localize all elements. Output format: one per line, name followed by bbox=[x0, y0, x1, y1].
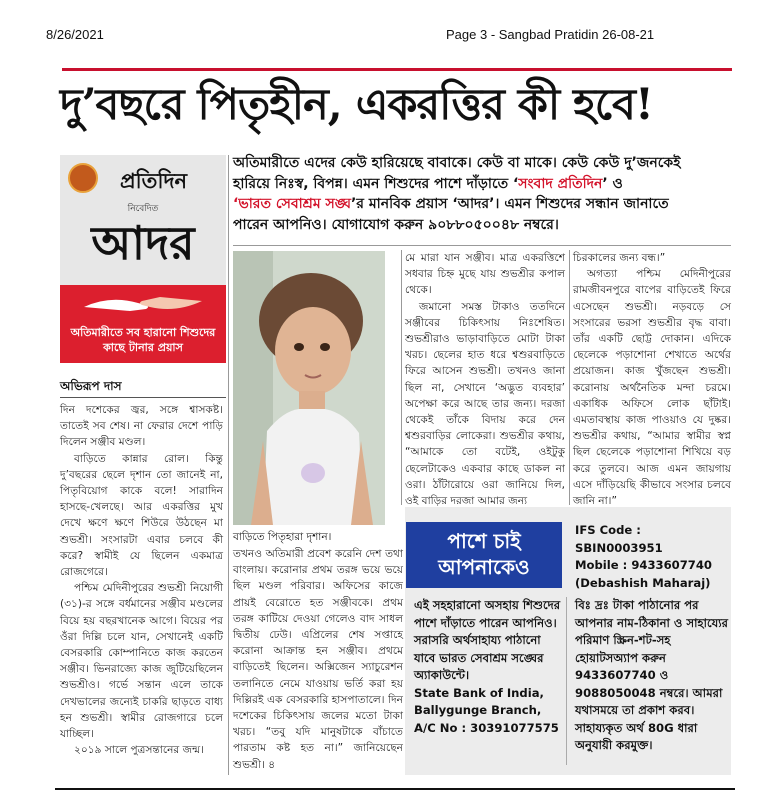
seal-icon bbox=[68, 163, 98, 193]
intro-divider bbox=[233, 245, 731, 246]
article-column-4 bbox=[573, 250, 731, 509]
logo-red-band bbox=[60, 285, 226, 363]
column-divider bbox=[569, 250, 570, 505]
bank-details bbox=[414, 597, 564, 737]
callout-line: আপনাকেও bbox=[438, 555, 530, 579]
article-column-2 bbox=[233, 546, 403, 773]
contact-details bbox=[575, 522, 731, 592]
paragraph: দিন দশেকের জ্বর, সঙ্গে শ্বাসকষ্ট। তাতেই সব শেষ। না ফেরার দেশে পাড়ি দিলেন সঞ্জীব মণ্ডল। bbox=[60, 404, 223, 449]
logo-presents: নিবেদিত bbox=[127, 204, 159, 214]
paragraph: মে মারা যান সঞ্জীব। মাত্র একরত্তিশে সধবার চিহ্ন মুছে যায় শুভশ্রীর কপাল থেকে। bbox=[405, 252, 565, 297]
panel-divider bbox=[566, 597, 567, 765]
logo-campaign-name: আদর bbox=[91, 216, 195, 270]
paragraph: তখনও অতিমারী প্রবেশ করেনি দেশ তথা বাংলায়। করোনার প্রথম তরঙ্গ ভয়ে ভয়ে ছিল মণ্ডল পরিবার। অফিসের কাজে প্রায়ই বেরোতে হত সঞ্জীবকে। প্রথম তরঙ্গ কাটিয়ে দেওয়া গেলেও বাদ সাধল দ্বিতীয় ঢেউ। এপ্রিলের শেষ সপ্তাহে করোনা আক্রান্ত হন সঞ্জীব। প্রথমে বাড়িতেই ছিলেন। অক্সিজেন স্যাচুরেশন তলানিতে নেমে যাওয়ায় ভর্তি করা হয় দিল্লিরই এক বেসরকারি হাসপাতালে। দিন দশেকের চিকিৎসায় জলের মতো টাকা খরচ। “তবু যদি মানুষটাকে বাঁচাতে পারতাম কষ্ট হত না।” জানিয়েছেন শুভশ্রী। ৪ bbox=[233, 548, 403, 771]
byline-rule bbox=[60, 397, 226, 398]
intro-line: পারেন আপনিও। যোগাযোগ করুন ৯০৮৮০৫০০৪৮ নম্বরে। bbox=[233, 216, 559, 233]
intro-text bbox=[233, 153, 731, 235]
page-info: Page 3 - Sangbad Pratidin 26-08-21 bbox=[446, 27, 655, 42]
intro-highlight: সংবাদ প্রতিদিন bbox=[518, 175, 603, 192]
article-column-3 bbox=[405, 250, 565, 509]
donation-callout bbox=[406, 522, 562, 588]
campaign-logo bbox=[60, 155, 226, 363]
logo-caption: অতিমারীতে সব হারানো শিশুদের কাছে টানার প্রয়াস bbox=[70, 326, 216, 354]
intro-line-part: ’ ও bbox=[602, 175, 623, 192]
column-divider bbox=[228, 155, 229, 775]
donation-note: বিঃ দ্রঃ টাকা পাঠানোর পর আপনার নাম-ঠিকানা ও সাহায্যের পরিমাণ স্ক্রিন-শট-সহ হোয়াটসঅ্যাপ করুন 9433607740 ও 9088050048 নম্বরে। আমরা যথাসময়ে তা প্রকাশ করব। সাহায্যকৃত অর্থ 80G ধারা অনুযায়ী করমুক্ত। bbox=[575, 598, 729, 752]
paragraph: চিরকালের জন্য বন্ধ।” bbox=[573, 252, 666, 264]
ifsc-code: IFS Code : SBIN0003951 bbox=[575, 523, 663, 555]
intro-line-part: হারিয়ে নিঃস্ব, বিপন্ন। এমন শিশুদের পাশে দাঁড়াতে ‘ bbox=[233, 175, 519, 192]
mobile-number: Mobile : 9433607740 bbox=[575, 558, 712, 572]
pratidin-logo-text: প্রতিদিন bbox=[120, 169, 188, 193]
intro-line-part: ’র মানবিক প্রয়াস ‘আদর’। এমন শিশুদের সন্ধান জানাতে bbox=[350, 196, 669, 212]
pratidin-logo bbox=[120, 165, 187, 200]
column-divider bbox=[401, 250, 402, 505]
paragraph: জমানো সমস্ত টাকাও ততদিনে সঞ্জীবের চিকিৎসায় নিঃশেষিত। শুভশ্রীরাও ভাড়াবাড়িতে মোটা টাকা খরচ। ছেলের হাত ধরে শ্বশুরবাড়িতে ফিরে আসেন শুভশ্রী। তখনও জানা ছিল না, সেখানে ‘অদ্ভুত ব্যবহার’ অপেক্ষা করে আছে তার জন্য। দরজা থেকেই তাঁকে বিদায় করে দেন শ্বশুরবাড়ির লোকেরা। শুভশ্রীর কথায়, “আমাকে তো বটেই, ওইটুকু ছেলেটাকেও একবার কাছে ডাকল না ওরা। ঠাঁটারোয়ে ওরা জানিয়ে দিল, ওই বাড়ির দরজা আমার জন্য bbox=[405, 300, 565, 508]
byline: অভিরূপ দাস bbox=[60, 379, 122, 393]
paragraph: পশ্চিম মেদিনীপুরের শুভশ্রী নিয়োগী (৩১)-র সঙ্গে বর্ধমানের সঞ্জীব মণ্ডলের বিয়ে হয় বছরখানেক আগে। বিয়ের পর ওঁরা দিল্লি চলে যান, সেখানেই একটি বেসরকারি কোম্পানিতে কাজ করতেন সঞ্জীব। ভিনরাজ্যে কাজ জুটিয়েছিলেন শুভশ্রীও। গর্ভে সন্তান এলে তাকে দেখভালের জন্যেই চাকরি ছাড়তে বাধ্য হন শুভশ্রী। স্বামীর রোজগারে চলে যাচ্ছিল। bbox=[60, 582, 223, 741]
paragraph: ২০১৯ সালে পুত্রসন্তানের জন্ম। bbox=[74, 744, 204, 757]
child-photo-illustration bbox=[233, 251, 385, 525]
headline: দু’বছরে পিতৃহীন, একরত্তির কী হবে! bbox=[60, 80, 653, 130]
intro-highlight: ‘ভারত সেবাশ্রম সঙ্ঘ bbox=[233, 196, 351, 212]
callout-line: পাশে চাই bbox=[447, 529, 521, 553]
paragraph: অগত্যা পশ্চিম মেদিনীপুরের রামজীবনপুরে বাপের বাড়িতেই ফিরে এসেছেন শুভশ্রী। নড়বড়ে সে সংসারের ভরসা শুভশ্রীর বৃদ্ধ বাবা। তাঁর একটি ছোট্ট দোকান। এদিকে ছেলেকে পড়াশোনা শেখাতে অর্থের প্রয়োজন। কাজ খুঁজছেন শুভশ্রী। করোনায় অর্থনৈতিক মন্দা চরমে। একাধিক অফিসে লোক ছাঁটাই। এমতাবস্থায় কাজ পাওয়াও যে দুষ্কর। শুভশ্রীর কথায়, “আমার স্বামীর স্বপ্ন ছিল ছেলেকে পড়াশোনা শিখিয়ে বড় করে তুলবে। আজ এমন জায়গায় এসে দাঁড়িয়েছি কীভাবে সংসার চলবে জানি না।” bbox=[573, 268, 731, 508]
intro-line bbox=[233, 174, 731, 195]
child-photo bbox=[233, 251, 385, 525]
bank-name: State Bank of India, bbox=[414, 685, 544, 700]
donation-appeal: এই সহহারানো অসহায় শিশুদের পাশে দাঁড়াতে পারেন আপনিও। সরাসরি অর্থসাহায্য পাঠানো যাবে ভারত সেবাশ্রম সঙ্ঘের অ্যাকাউন্টে। bbox=[414, 598, 561, 682]
account-number: A/C No : 30391077575 bbox=[414, 720, 559, 735]
intro-line: অতিমারীতে এদের কেউ হারিয়েছে বাবাকে। কেউ বা মাকে। কেউ কেউ দু’জনকেই bbox=[233, 155, 681, 171]
article-column-1 bbox=[60, 402, 223, 758]
contact-name: (Debashish Maharaj) bbox=[575, 575, 711, 590]
intro-line bbox=[233, 194, 731, 215]
headline-top-rule bbox=[62, 68, 732, 71]
helping-hands-icon bbox=[80, 289, 206, 319]
photo-caption: বাড়িতে পিতৃহারা দৃশান। bbox=[233, 531, 332, 543]
print-date: 8/26/2021 bbox=[46, 27, 104, 42]
paragraph: বাড়িতে কান্নার রোল। কিন্তু দু’বছরের ছেলে দৃশান তো জানেই না, পিতৃবিয়োগ কাকে বলে! সারাদিন হাসছে-খেলছে। আর একরত্তির মুখ দেখে ক্ষণে ক্ষণে শিউরে উঠছেন মা শুভশ্রী। সংসারটা এবার চলবে কী করে? স্বামীই যে ছিলেন একমাত্র রোজগেরে। bbox=[60, 452, 223, 579]
bank-branch: Ballygunge Branch, bbox=[414, 703, 542, 717]
page-bottom-rule bbox=[55, 788, 735, 790]
